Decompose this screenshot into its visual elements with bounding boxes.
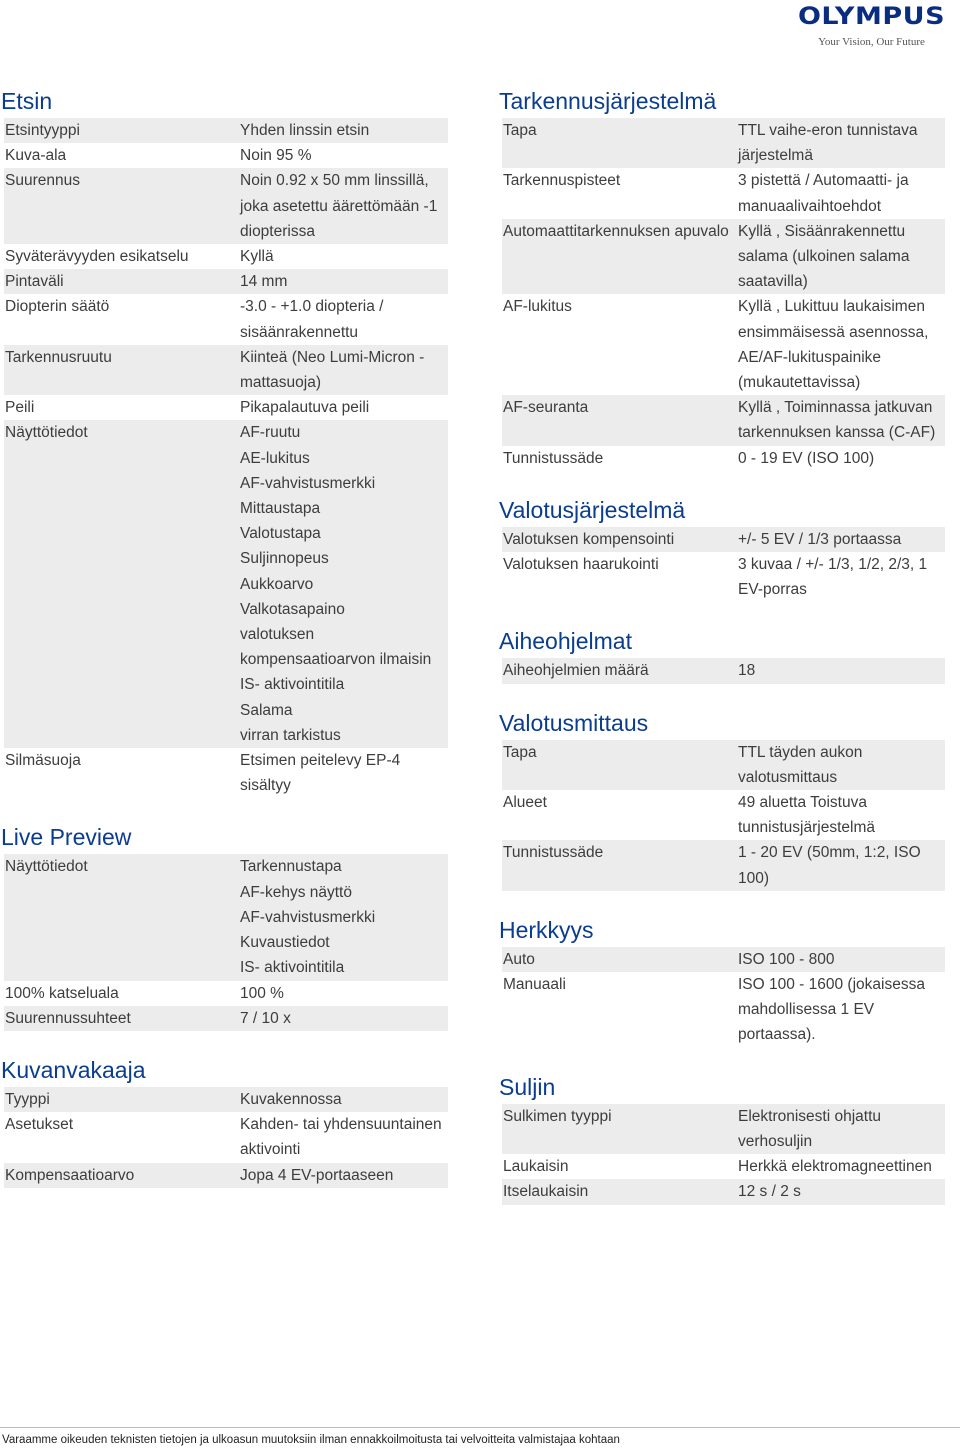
spec-value-line: Noin 95 % bbox=[240, 147, 312, 165]
spec-value bbox=[239, 420, 448, 748]
spec-value-line: 100 % bbox=[240, 984, 284, 1002]
spec-value-line: Jopa 4 EV-portaaseen bbox=[240, 1166, 394, 1184]
spec-label: Suurennus bbox=[4, 168, 239, 244]
spec-table bbox=[502, 658, 945, 683]
spec-table bbox=[502, 118, 945, 471]
spec-label: Itselaukaisin bbox=[502, 1179, 737, 1204]
spec-value-line: (mukautettavissa) bbox=[738, 374, 861, 392]
spec-value bbox=[239, 294, 448, 344]
section-title: Herkkyys bbox=[499, 916, 594, 943]
spec-value-line: sisäänrakennettu bbox=[240, 323, 359, 341]
spec-value-line: AF-ruutu bbox=[240, 424, 301, 442]
spec-value-line: 3 pistettä / Automaatti- ja bbox=[738, 172, 909, 190]
section-suljin bbox=[499, 1072, 945, 1205]
spec-value-line: Kahden- tai yhdensuuntainen bbox=[240, 1116, 442, 1134]
spec-value-line: Yhden linssin etsin bbox=[240, 122, 370, 139]
spec-table bbox=[502, 947, 945, 1048]
spec-value bbox=[239, 143, 448, 168]
spec-value-line: Suljinnopeus bbox=[240, 550, 329, 568]
spec-row bbox=[4, 748, 448, 798]
spec-row bbox=[502, 1154, 945, 1179]
spec-value-line: tunnistusjärjestelmä bbox=[738, 819, 875, 837]
spec-value-line: Kiinteä (Neo Lumi-Micron - bbox=[240, 348, 425, 366]
spec-value bbox=[239, 854, 448, 980]
spec-row bbox=[502, 527, 945, 552]
spec-value-line: ISO 100 - 1600 (jokaisessa bbox=[738, 976, 925, 994]
spec-value-line: valotuksen bbox=[240, 626, 315, 644]
spec-row bbox=[4, 1112, 448, 1162]
section-live-preview bbox=[1, 822, 448, 1030]
spec-value-line: Mittaustapa bbox=[240, 500, 321, 518]
spec-table bbox=[502, 1104, 945, 1205]
spec-value bbox=[737, 740, 945, 790]
section-kuvanvakaaja bbox=[1, 1055, 448, 1188]
section-etsin bbox=[1, 86, 448, 798]
spec-label: AF-lukitus bbox=[503, 298, 572, 316]
section-title: Suljin bbox=[499, 1073, 556, 1100]
spec-row bbox=[4, 168, 448, 244]
spec-row bbox=[502, 658, 945, 683]
spec-value bbox=[239, 748, 448, 798]
spec-value-line: Kuvaustiedot bbox=[240, 934, 330, 952]
spec-value bbox=[239, 1112, 448, 1162]
spec-value bbox=[239, 1163, 448, 1188]
spec-row bbox=[4, 244, 448, 269]
spec-value-line: mahdollisessa 1 EV bbox=[738, 1001, 875, 1019]
spec-row bbox=[4, 420, 448, 748]
spec-label: Sulkimen tyyppi bbox=[502, 1104, 737, 1154]
spec-value bbox=[239, 1087, 448, 1112]
spec-value-line: +/- 5 EV / 1/3 portaassa bbox=[738, 530, 902, 548]
section-valotusjarjestelma bbox=[499, 495, 945, 603]
spec-value-line: Kyllä , Lukittuu laukaisimen bbox=[738, 298, 925, 316]
spec-value-line: ISO 100 - 800 bbox=[738, 950, 835, 968]
left-column bbox=[1, 86, 448, 1212]
spec-value bbox=[239, 1006, 448, 1031]
spec-label: Peili bbox=[5, 399, 35, 417]
spec-value-line: Kyllä bbox=[240, 248, 274, 266]
spec-value-line: Noin 0.92 x 50 mm linssillä, bbox=[240, 172, 429, 190]
spec-row bbox=[4, 118, 448, 143]
spec-value bbox=[737, 446, 945, 471]
spec-value-line: Salama bbox=[240, 701, 293, 719]
spec-row bbox=[502, 219, 945, 295]
section-valotusmittaus bbox=[499, 708, 945, 891]
spec-row bbox=[502, 840, 945, 890]
section-herkkyys bbox=[499, 915, 945, 1048]
spec-value-line: virran tarkistus bbox=[240, 726, 341, 744]
logo-tagline: Your Vision, Our Future bbox=[818, 36, 925, 48]
spec-row bbox=[502, 947, 945, 972]
spec-value bbox=[737, 527, 945, 552]
spec-row bbox=[4, 269, 448, 294]
spec-label: 100% katseluala bbox=[5, 984, 119, 1002]
logo-wordmark: OLYMPUS bbox=[797, 2, 946, 31]
spec-value-line: tarkennuksen kanssa (C-AF) bbox=[738, 424, 936, 442]
spec-row bbox=[4, 1163, 448, 1188]
spec-label: Pintaväli bbox=[4, 269, 239, 294]
spec-label: Kuva-ala bbox=[5, 147, 67, 165]
spec-label: AF-seuranta bbox=[502, 395, 737, 445]
spec-label: Laukaisin bbox=[503, 1158, 569, 1176]
spec-value bbox=[239, 395, 448, 420]
spec-value bbox=[737, 395, 945, 445]
spec-value bbox=[239, 118, 448, 143]
spec-value-line: diopterissa bbox=[240, 222, 315, 240]
spec-label: Aiheohjelmien määrä bbox=[502, 658, 737, 683]
spec-label: Manuaali bbox=[503, 976, 566, 994]
section-title: Live Preview bbox=[1, 824, 132, 851]
section-title: Valotusjärjestelmä bbox=[499, 496, 686, 523]
spec-value-line: 14 mm bbox=[240, 273, 288, 291]
spec-row bbox=[4, 1006, 448, 1031]
spec-value bbox=[737, 947, 945, 972]
spec-value bbox=[737, 219, 945, 295]
spec-row bbox=[502, 395, 945, 445]
spec-table bbox=[502, 527, 945, 603]
spec-value-line: Valotustapa bbox=[240, 525, 321, 543]
spec-row bbox=[502, 972, 945, 1048]
spec-value-line: manuaalivaihtoehdot bbox=[738, 197, 882, 215]
spec-value-line: Kyllä , Sisäänrakennettu bbox=[738, 222, 906, 240]
spec-row bbox=[502, 790, 945, 840]
spec-value-line: 0 - 19 EV (ISO 100) bbox=[738, 449, 875, 467]
spec-value bbox=[737, 1154, 945, 1179]
spec-label: Etsintyyppi bbox=[4, 118, 239, 143]
spec-label: Valotuksen haarukointi bbox=[503, 556, 659, 574]
spec-value bbox=[737, 1104, 945, 1154]
spec-value bbox=[239, 168, 448, 244]
spec-value-line: valotusmittaus bbox=[738, 768, 838, 786]
spec-value-line: kompensaatioarvon ilmaisin bbox=[240, 651, 432, 669]
spec-value-line: Tarkennustapa bbox=[240, 858, 342, 876]
spec-value-line: 49 aluetta Toistuva bbox=[738, 794, 867, 812]
spec-label: Tapa bbox=[502, 118, 737, 168]
spec-value-line: 1 - 20 EV (50mm, 1:2, ISO bbox=[738, 844, 921, 862]
spec-value-line: 7 / 10 x bbox=[240, 1009, 291, 1027]
spec-value bbox=[737, 790, 945, 840]
footer-disclaimer: Varaamme oikeuden teknisten tietojen ja ulkoasun muutoksiin ilman ennakkoilmoitusta tai velvoitteita valmistajaa kohtaan bbox=[0, 1427, 960, 1454]
spec-row bbox=[502, 1104, 945, 1154]
spec-label: Suurennussuhteet bbox=[4, 1006, 239, 1031]
section-title: Valotusmittaus bbox=[499, 709, 649, 736]
spec-value-line: Valkotasapaino bbox=[240, 600, 345, 618]
spec-value-line: Herkkä elektromagneettinen bbox=[738, 1158, 932, 1176]
spec-value bbox=[737, 168, 945, 218]
spec-label: Asetukset bbox=[5, 1116, 74, 1134]
spec-label: Kompensaatioarvo bbox=[4, 1163, 239, 1188]
spec-value bbox=[737, 552, 945, 602]
spec-value bbox=[737, 1179, 945, 1204]
spec-label: Alueet bbox=[503, 794, 547, 812]
spec-table bbox=[4, 1087, 448, 1188]
spec-value-line: AF-kehys näyttö bbox=[240, 883, 352, 901]
spec-value-line: saatavilla) bbox=[738, 273, 808, 291]
spec-value bbox=[737, 972, 945, 1048]
spec-row bbox=[502, 118, 945, 168]
spec-value-line: järjestelmä bbox=[738, 147, 813, 165]
right-column bbox=[499, 86, 945, 1229]
spec-value bbox=[239, 345, 448, 395]
spec-value-line: 100) bbox=[738, 869, 770, 887]
spec-row bbox=[502, 294, 945, 395]
section-title: Aiheohjelmat bbox=[499, 628, 632, 655]
spec-row bbox=[4, 981, 448, 1006]
spec-value-line: IS- aktivointitila bbox=[240, 676, 345, 694]
spec-label: Tarkennuspisteet bbox=[503, 172, 621, 190]
spec-label: Tapa bbox=[502, 740, 737, 790]
spec-label: Näyttötiedot bbox=[4, 420, 239, 748]
spec-table bbox=[4, 118, 448, 798]
spec-value-line: AE-lukitus bbox=[240, 449, 310, 467]
spec-row bbox=[502, 552, 945, 602]
spec-value bbox=[737, 658, 945, 683]
spec-value-line: EV-porras bbox=[738, 581, 807, 599]
spec-row bbox=[502, 1179, 945, 1204]
spec-value-line: Elektronisesti ohjattu bbox=[738, 1107, 882, 1125]
spec-row bbox=[4, 1087, 448, 1112]
spec-value-line: portaassa). bbox=[738, 1026, 816, 1044]
spec-label: Diopterin säätö bbox=[5, 298, 110, 316]
section-aiheohjelmat bbox=[499, 626, 945, 683]
spec-row bbox=[4, 854, 448, 980]
spec-value-line: IS- aktivointitila bbox=[240, 959, 345, 977]
spec-value-line: Kyllä , Toiminnassa jatkuvan bbox=[738, 399, 933, 417]
spec-value bbox=[239, 269, 448, 294]
spec-value-line: AE/AF-lukituspainike bbox=[738, 348, 882, 366]
spec-label: Automaattitarkennuksen apuvalo bbox=[502, 219, 737, 295]
spec-value-line: joka asetettu äärettömään -1 bbox=[240, 197, 438, 215]
spec-value-line: mattasuoja) bbox=[240, 374, 321, 392]
spec-value-line: -3.0 - +1.0 diopteria / bbox=[240, 298, 384, 316]
spec-value-line: 18 bbox=[738, 662, 756, 680]
spec-value-line: Kuvakennossa bbox=[240, 1090, 342, 1108]
spec-row bbox=[4, 294, 448, 344]
spec-row bbox=[4, 143, 448, 168]
spec-value-line: AF-vahvistusmerkki bbox=[240, 908, 376, 926]
spec-value bbox=[737, 118, 945, 168]
spec-value-line: verhosuljin bbox=[738, 1132, 813, 1150]
spec-row bbox=[502, 446, 945, 471]
spec-value-line: ensimmäisessä asennossa, bbox=[738, 323, 929, 341]
spec-value-line: aktivointi bbox=[240, 1141, 301, 1159]
spec-label: Tunnistussäde bbox=[503, 449, 604, 467]
spec-value-line: salama (ulkoinen salama bbox=[738, 248, 910, 266]
spec-value-line: 3 kuvaa / +/- 1/3, 1/2, 2/3, 1 bbox=[738, 556, 928, 574]
spec-value bbox=[239, 244, 448, 269]
section-title: Kuvanvakaaja bbox=[1, 1056, 146, 1083]
spec-value-line: sisältyy bbox=[240, 777, 291, 795]
spec-label: Tyyppi bbox=[4, 1087, 239, 1112]
spec-row bbox=[4, 395, 448, 420]
spec-label: Tarkennusruutu bbox=[4, 345, 239, 395]
spec-value-line: 12 s / 2 s bbox=[738, 1183, 801, 1201]
spec-row bbox=[502, 168, 945, 218]
spec-value-line: TTL vaihe-eron tunnistava bbox=[738, 122, 918, 139]
spec-value-line: Etsimen peitelevy EP-4 bbox=[240, 752, 401, 770]
spec-table bbox=[502, 740, 945, 891]
section-title: Tarkennusjärjestelmä bbox=[499, 88, 717, 114]
spec-label: Näyttötiedot bbox=[4, 854, 239, 980]
spec-label: Silmäsuoja bbox=[5, 752, 81, 770]
spec-label: Syväterävyyden esikatselu bbox=[5, 248, 189, 266]
spec-table bbox=[4, 854, 448, 1030]
spec-value bbox=[737, 840, 945, 890]
section-tarkennusjarjestelma bbox=[499, 86, 945, 471]
spec-value-line: TTL täyden aukon bbox=[738, 743, 863, 761]
spec-value-line: AF-vahvistusmerkki bbox=[240, 474, 376, 492]
spec-label: Auto bbox=[502, 947, 737, 972]
spec-row bbox=[502, 740, 945, 790]
spec-label: Valotuksen kompensointi bbox=[502, 527, 737, 552]
spec-row bbox=[4, 345, 448, 395]
section-title: Etsin bbox=[1, 88, 53, 114]
spec-value bbox=[737, 294, 945, 395]
spec-value-line: Pikapalautuva peili bbox=[240, 399, 370, 417]
spec-value-line: Aukkoarvo bbox=[240, 575, 314, 593]
spec-label: Tunnistussäde bbox=[502, 840, 737, 890]
spec-value bbox=[239, 981, 448, 1006]
olympus-logo bbox=[789, 2, 954, 48]
